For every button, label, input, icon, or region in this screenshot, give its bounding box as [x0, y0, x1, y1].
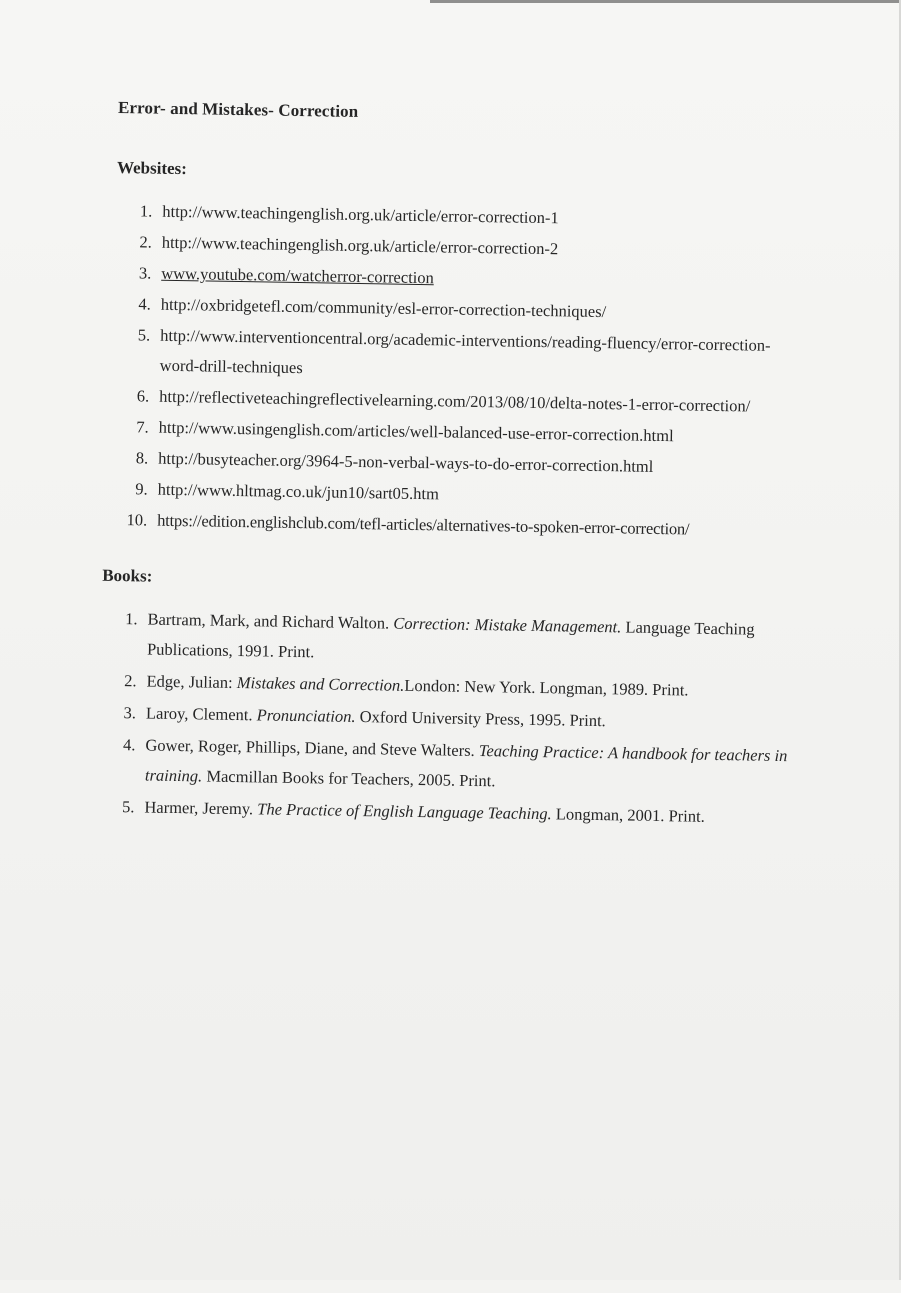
website-link[interactable]: http://www.interventioncentral.org/academic-interventions/reading-fluency/error-correction-word-drill-techniques [159, 325, 771, 378]
item-number: 4. [138, 294, 151, 314]
website-link[interactable]: http://www.teachingenglish.org.uk/article/error-correction-2 [161, 232, 559, 259]
website-link[interactable]: www.youtube.com/watcherror-correction [161, 263, 434, 288]
website-link[interactable]: http://www.usingenglish.com/articles/well-balanced-use-error-correction.html [158, 417, 674, 446]
website-link[interactable]: https://edition.englishclub.com/tefl-articles/alternatives-to-spoken-error-correction/ [157, 510, 690, 539]
books-list [106, 604, 790, 835]
website-link[interactable]: http://www.teachingenglish.org.uk/article/error-correction-1 [162, 201, 559, 228]
book-item [107, 730, 788, 801]
item-number: 2. [139, 232, 152, 252]
item-number: 1. [125, 609, 138, 629]
book-author: Edge, Julian: [146, 671, 237, 693]
book-author: Gower, Roger, Phillips, Diane, and Steve Walters. [145, 735, 479, 761]
book-author: Laroy, Clement. [145, 703, 257, 725]
book-item [109, 604, 790, 675]
item-number: 8. [135, 448, 149, 468]
book-publisher: Longman, 2001. Print. [551, 804, 705, 826]
item-number: 4. [122, 735, 136, 755]
books-heading: Books: [102, 565, 153, 586]
website-item [122, 320, 783, 391]
item-number: 5. [137, 325, 151, 345]
item-number: 2. [124, 671, 137, 691]
scan-edge-shadow [430, 0, 901, 3]
item-number: 9. [135, 479, 148, 499]
website-link[interactable]: http://www.hltmag.co.uk/jun10/sart05.htm [157, 479, 440, 504]
book-citation [145, 731, 788, 802]
item-number: 3. [123, 703, 137, 723]
item-number: 3. [138, 263, 152, 283]
item-number: 5. [121, 797, 135, 817]
website-link[interactable]: http://busyteacher.org/3964-5-non-verbal-ways-to-do-error-correction.html [158, 448, 654, 476]
book-author: Harmer, Jeremy. [144, 797, 258, 819]
websites-heading: Websites: [116, 157, 188, 179]
item-number: 1. [139, 201, 153, 221]
item-number: 7. [136, 417, 149, 437]
book-publisher: London: New York. Longman, 1989. Print. [404, 675, 689, 700]
item-number: 6. [136, 386, 150, 406]
book-publisher: Oxford University Press, 1995. Print. [355, 706, 606, 731]
book-citation [147, 605, 790, 676]
websites-list [119, 196, 785, 547]
book-publisher: Macmillan Books for Teachers, 2005. Print. [202, 766, 496, 791]
book-author: Bartram, Mark, and Richard Walton. [147, 609, 394, 633]
page-title: Error- and Mistakes- Correction [117, 97, 359, 121]
website-link[interactable]: http://reflectiveteachingreflectivelearning.com/2013/08/10/delta-notes-1-error-correction/ [159, 386, 751, 416]
item-number: 10. [126, 510, 148, 530]
book-title: Pronunciation. [256, 705, 356, 726]
website-link[interactable]: http://oxbridgetefl.com/community/esl-error-correction-techniques/ [160, 294, 607, 322]
book-title: Teaching Practice: A handbook for teachers in training. [144, 741, 788, 786]
book-title: Correction: Mistake Management. [393, 613, 622, 637]
book-title: Mistakes and Correction. [236, 673, 405, 695]
book-title: The Practice of English Language Teaching. [257, 799, 552, 824]
book-publisher: Language Teaching Publications, 1991. Print. [146, 617, 755, 662]
